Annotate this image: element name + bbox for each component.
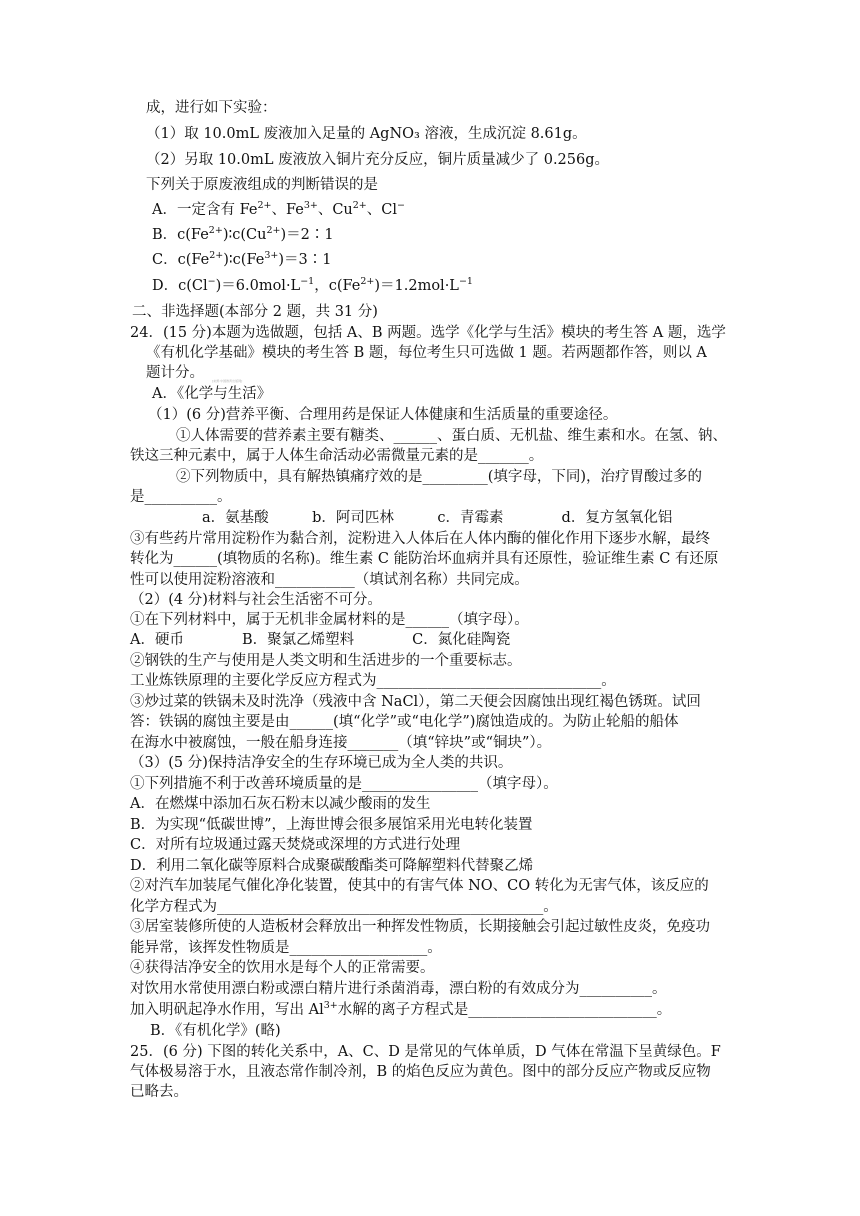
- text-line: 《有机化学基础》模块的考生答 B 题，每位考生只可选做 1 题。若两题都作答，则以 A: [146, 345, 707, 361]
- text-line: B．《有机化学》(略): [150, 1023, 281, 1039]
- text-line: A．一定含有 $Fe^{2+}$、$Fe^{3+}$、$Cu^{2+}$、Cl−: [152, 200, 405, 218]
- text-line: B．$c(Fe^{2+})∶c(Cu^{2+})=2∶1$: [152, 225, 334, 243]
- text-line: 是__________。: [130, 489, 232, 505]
- text-line: 答：铁锅的腐蚀主要是由______(填“化学”或“电化学”)腐蚀造成的。为防止轮船的船体: [130, 714, 679, 730]
- text-line: a．氨基酸 b．阿司匹林 c．青霉素 d．复方氢氧化铝: [202, 510, 673, 526]
- text-line: 二、非选择题(本部分 2 题，共 31 分): [132, 304, 378, 320]
- text-line: ①人体需要的营养素主要有糖类、______、蛋白质、无机盐、维生素和水。在氢、钠、: [176, 428, 727, 444]
- text-line: （1）(6 分)营养平衡、合理用药是保证人体健康和生活质量的重要途径。: [148, 407, 618, 423]
- text-line: 已略去。: [130, 1084, 188, 1100]
- text-line: （1）取 10.0mL 废液加入足量的 AgNO₃ 溶液，生成沉淀 8.61g。: [146, 126, 587, 142]
- text-line: D．$c(Cl^-)=6.0mol\cdot L^{-1}$，$c(Fe^{2+})=1.2mol\cdot L^{-1}$: [152, 276, 473, 294]
- text-line: A．在燃煤中添加石灰石粉末以减少酸雨的发生: [130, 796, 431, 812]
- text-line: C．$c(Fe^{2+})∶c(Fe^{3+})=3∶1$: [152, 250, 332, 268]
- text-line: 转化为______(填物质的名称)。维生素 C 能防治坏血病并具有还原性，验证维生素 C 有还原: [130, 551, 719, 567]
- text-line: 成，进行如下实验：: [146, 100, 277, 116]
- text-line: 25．(6 分) 下图的转化关系中，A、C、D 是常见的气体单质，D 气体在常温下呈黄绿色。F: [130, 1044, 721, 1060]
- text-line: ③有些药片常用淀粉作为黏合剂，淀粉进入人体后在人体内酶的催化作用下逐步水解，最终: [130, 531, 710, 547]
- text-line: ①在下列材料中，属于无机非金属材料的是______（填字母）。: [130, 612, 529, 628]
- text-line: 铁这三种元素中，属于人体生命活动必需微量元素的是_______。: [130, 448, 544, 464]
- text-line: 24．(15 分)本题为选做题，包括 A、B 两题。选学《化学与生活》模块的考生答 A 题，选学: [130, 325, 726, 341]
- text-line: D．利用二氧化碳等原料合成聚碳酸酯类可降解塑料代替聚乙烯: [130, 858, 534, 874]
- text-line: 下列关于原废液组成的判断错误的是: [146, 177, 378, 193]
- text-line: A．硬币 B．聚氯乙烯塑料 C．氮化硅陶瓷: [130, 632, 511, 648]
- text-line: 能异常，该挥发性物质是___________________。: [130, 940, 442, 956]
- text-line: 对饮用水常使用漂白粉或漂白精片进行杀菌消毒，漂白粉的有效成分为__________。: [130, 981, 667, 997]
- text-line: ③炒过菜的铁锅未及时洗净（残液中含 NaCl），第二天便会因腐蚀出现红褐色锈斑。试回: [130, 694, 701, 710]
- text-line: （2）另取 10.0mL 废液放入铜片充分反应，铜片质量减少了 0.256g。: [146, 152, 610, 168]
- text-line: ②下列物质中，具有解热镇痛疗效的是_________(填字母，下同)，治疗胃酸过多的: [176, 469, 703, 485]
- text-line: 气体极易溶于水，且液态常作制冷剂，B 的焰色反应为黄色。图中的部分反应产物或反应物: [130, 1064, 711, 1080]
- text-line: ②钢铁的生产与使用是人类文明和生活进步的一个重要标志。: [130, 653, 522, 669]
- text-line: （2）(4 分)材料与社会生活密不可分。: [130, 592, 382, 608]
- text-line: 加入明矾起净水作用，写出 $Al^{3+}$水解的离子方程式是__________________________。: [130, 1000, 672, 1018]
- text-line: A．《化学与生活》: [152, 386, 272, 402]
- text-line: 在海水中被腐蚀，一般在船身连接_______（填“锌块”或“铜块”）。: [130, 735, 552, 751]
- text-line: 性可以使用淀粉溶液和___________（填试剂名称）共同完成。: [130, 572, 529, 588]
- text-line: 化学方程式为_____________________________________________。: [130, 899, 558, 915]
- text-line: （3）(5 分)保持洁净安全的生存环境已成为全人类的共识。: [130, 755, 513, 771]
- watermark-mark: [来源:中国教育出版网]: [212, 379, 243, 383]
- text-line: 题计分。: [146, 365, 204, 381]
- text-line: ④获得洁净安全的饮用水是每个人的正常需要。: [130, 960, 435, 976]
- text-line: ②对汽车加装尾气催化净化装置，使其中的有害气体 NO、CO 转化为无害气体，该反应的: [130, 878, 709, 894]
- text-line: ③居室装修所使的人造板材会释放出一种挥发性物质，长期接触会引起过敏性皮炎，免疫功: [130, 919, 710, 935]
- text-line: 工业炼铁原理的主要化学反应方程式为_______________________________。: [130, 673, 616, 689]
- text-line: B．为实现“低碳世博”，上海世博会很多展馆采用光电转化装置: [130, 817, 533, 833]
- text-line: C．对所有垃圾通过露天焚烧或深埋的方式进行处理: [130, 837, 461, 853]
- text-line: ①下列措施不利于改善环境质量的是________________（填字母）。: [130, 776, 558, 792]
